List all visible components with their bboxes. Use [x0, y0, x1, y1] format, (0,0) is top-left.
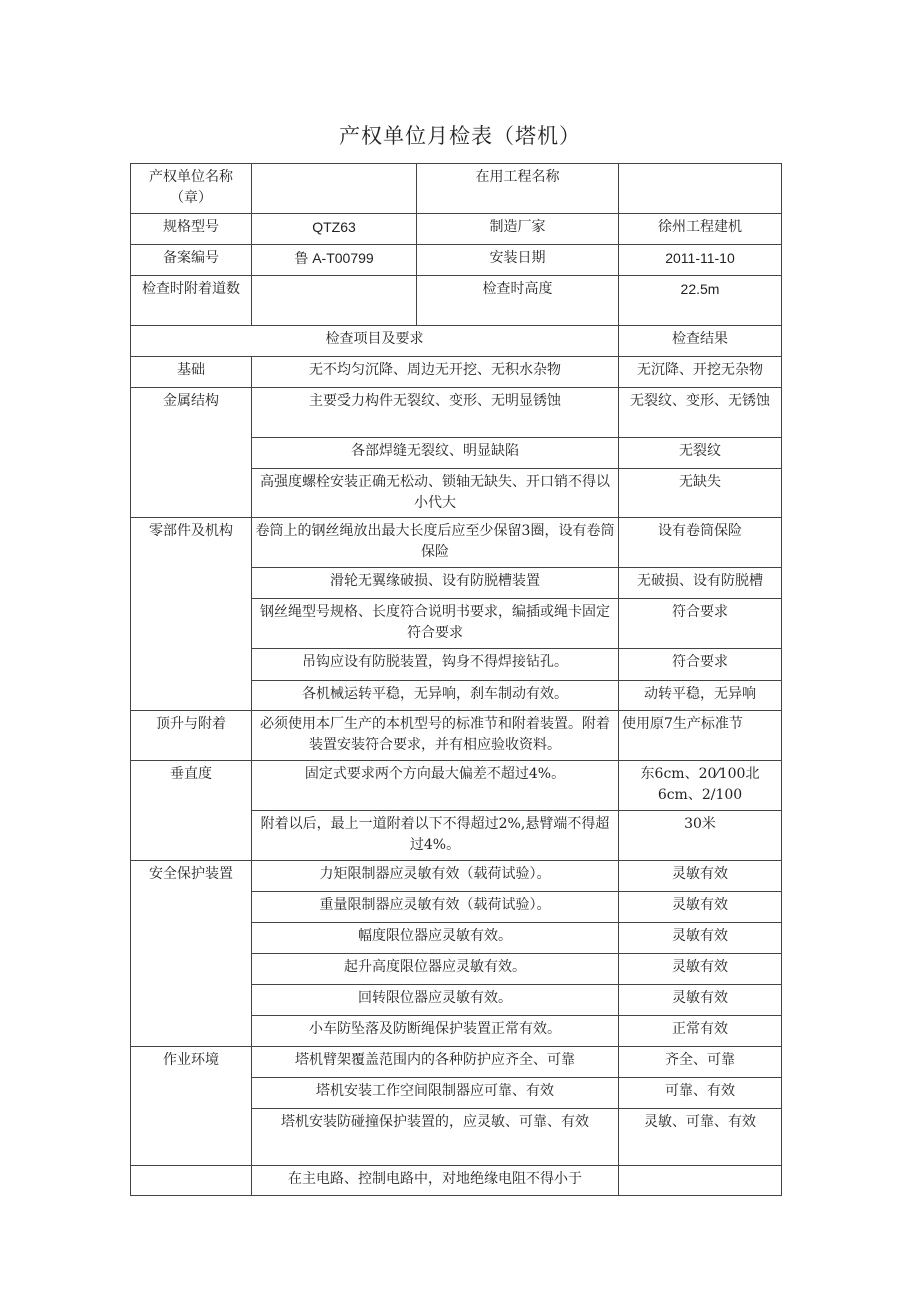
owner-value [252, 164, 417, 214]
requirement: 回转限位器应灵敏有效。 [252, 985, 619, 1016]
record-value: 鲁 A-T00799 [252, 245, 417, 276]
section-climb: 顶升与附着 [131, 711, 252, 761]
requirement: 高强度螺栓安装正确无松动、锁轴无缺失、开口销不得以小代大 [252, 469, 619, 518]
height-label: 检查时高度 [417, 276, 619, 326]
requirement: 各机械运转平稳，无异响，刹车制动有效。 [252, 681, 619, 711]
section-electric [131, 1166, 252, 1196]
attach-value [252, 276, 417, 326]
result: 无裂纹 [619, 438, 782, 469]
requirement: 主要受力构件无裂纹、变形、无明显锈蚀 [252, 388, 619, 438]
table-row [131, 388, 782, 438]
result: 符合要求 [619, 649, 782, 681]
result: 可靠、有效 [619, 1078, 782, 1109]
requirement: 固定式要求两个方向最大偏差不超过4%。 [252, 761, 619, 811]
maker-value: 徐州工程建机 [619, 214, 782, 245]
requirement: 卷筒上的钢丝绳放出最大长度后应至少保留3圈，设有卷筒保险 [252, 518, 619, 568]
table-row [131, 861, 782, 892]
requirement: 在主电路、控制电路中，对地绝缘电阻不得小于 [252, 1166, 619, 1196]
table-row [131, 518, 782, 568]
result: 使用原7生产标准节 [619, 711, 782, 761]
install-value: 2011-11-10 [619, 245, 782, 276]
requirement: 塔机安装工作空间限制器应可靠、有效 [252, 1078, 619, 1109]
info-row [131, 245, 782, 276]
section-vertical: 垂直度 [131, 761, 252, 861]
result: 无沉降、开挖无杂物 [619, 357, 782, 388]
result: 符合要求 [619, 599, 782, 649]
requirement: 附着以后，最上一道附着以下不得超过2%,悬臂端不得超过4%。 [252, 811, 619, 861]
record-label: 备案编号 [131, 245, 252, 276]
requirement: 吊钩应设有防脱装置，钩身不得焊接钻孔。 [252, 649, 619, 681]
result: 灵敏有效 [619, 985, 782, 1016]
result-header: 检查结果 [619, 326, 782, 357]
result: 灵敏、可靠、有效 [619, 1109, 782, 1166]
maker-label: 制造厂家 [417, 214, 619, 245]
section-metal: 金属结构 [131, 388, 252, 518]
project-label: 在用工程名称 [417, 164, 619, 214]
requirement: 起升高度限位器应灵敏有效。 [252, 954, 619, 985]
result [619, 1166, 782, 1196]
result: 无裂纹、变形、无锈蚀 [619, 388, 782, 438]
result: 无缺失 [619, 469, 782, 518]
requirement: 必须使用本厂生产的本机型号的标准节和附着装置。附着装置安装符合要求，并有相应验收资料。 [252, 711, 619, 761]
result: 正常有效 [619, 1016, 782, 1047]
requirement: 重量限制器应灵敏有效（载荷试验）。 [252, 892, 619, 923]
model-label: 规格型号 [131, 214, 252, 245]
requirement: 各部焊缝无裂纹、明显缺陷 [252, 438, 619, 469]
table-header-row [131, 326, 782, 357]
table-row [131, 711, 782, 761]
info-row [131, 164, 782, 214]
info-row [131, 214, 782, 245]
section-env: 作业环境 [131, 1047, 252, 1166]
requirement: 塔机安装防碰撞保护装置的，应灵敏、可靠、有效 [252, 1109, 619, 1166]
table-row [131, 1166, 782, 1196]
info-row [131, 276, 782, 326]
requirement: 力矩限制器应灵敏有效（载荷试验）。 [252, 861, 619, 892]
model-value: QTZ63 [252, 214, 417, 245]
section-parts: 零部件及机构 [131, 518, 252, 711]
items-header: 检查项目及要求 [131, 326, 619, 357]
section-safety: 安全保护装置 [131, 861, 252, 1047]
result: 东6cm、20⁄100北6cm、2/100 [619, 761, 782, 811]
result: 灵敏有效 [619, 861, 782, 892]
owner-label: 产权单位名称（章） [131, 164, 252, 214]
result: 动转平稳，无异响 [619, 681, 782, 711]
result: 30米 [619, 811, 782, 861]
result: 设有卷筒保险 [619, 518, 782, 568]
height-value: 22.5m [619, 276, 782, 326]
requirement: 无不均匀沉降、周边无开挖、无积水杂物 [252, 357, 619, 388]
result: 灵敏有效 [619, 923, 782, 954]
table-row [131, 1047, 782, 1078]
result: 无破损、设有防脱槽 [619, 568, 782, 599]
requirement: 小车防坠落及防断绳保护装置正常有效。 [252, 1016, 619, 1047]
result: 齐全、可靠 [619, 1047, 782, 1078]
project-value [619, 164, 782, 214]
page-title: 产权单位月检表（塔机） [339, 124, 581, 148]
attach-label: 检查时附着道数 [131, 276, 252, 326]
requirement: 塔机臂架覆盖范围内的各种防护应齐全、可靠 [252, 1047, 619, 1078]
section-foundation: 基础 [131, 357, 252, 388]
requirement: 幅度限位器应灵敏有效。 [252, 923, 619, 954]
table-row [131, 761, 782, 811]
result: 灵敏有效 [619, 954, 782, 985]
requirement: 滑轮无翼缘破损、设有防脱槽装置 [252, 568, 619, 599]
inspection-table [130, 163, 782, 1196]
install-label: 安装日期 [417, 245, 619, 276]
requirement: 钢丝绳型号规格、长度符合说明书要求，编插或绳卡固定符合要求 [252, 599, 619, 649]
result: 灵敏有效 [619, 892, 782, 923]
table-row [131, 357, 782, 388]
